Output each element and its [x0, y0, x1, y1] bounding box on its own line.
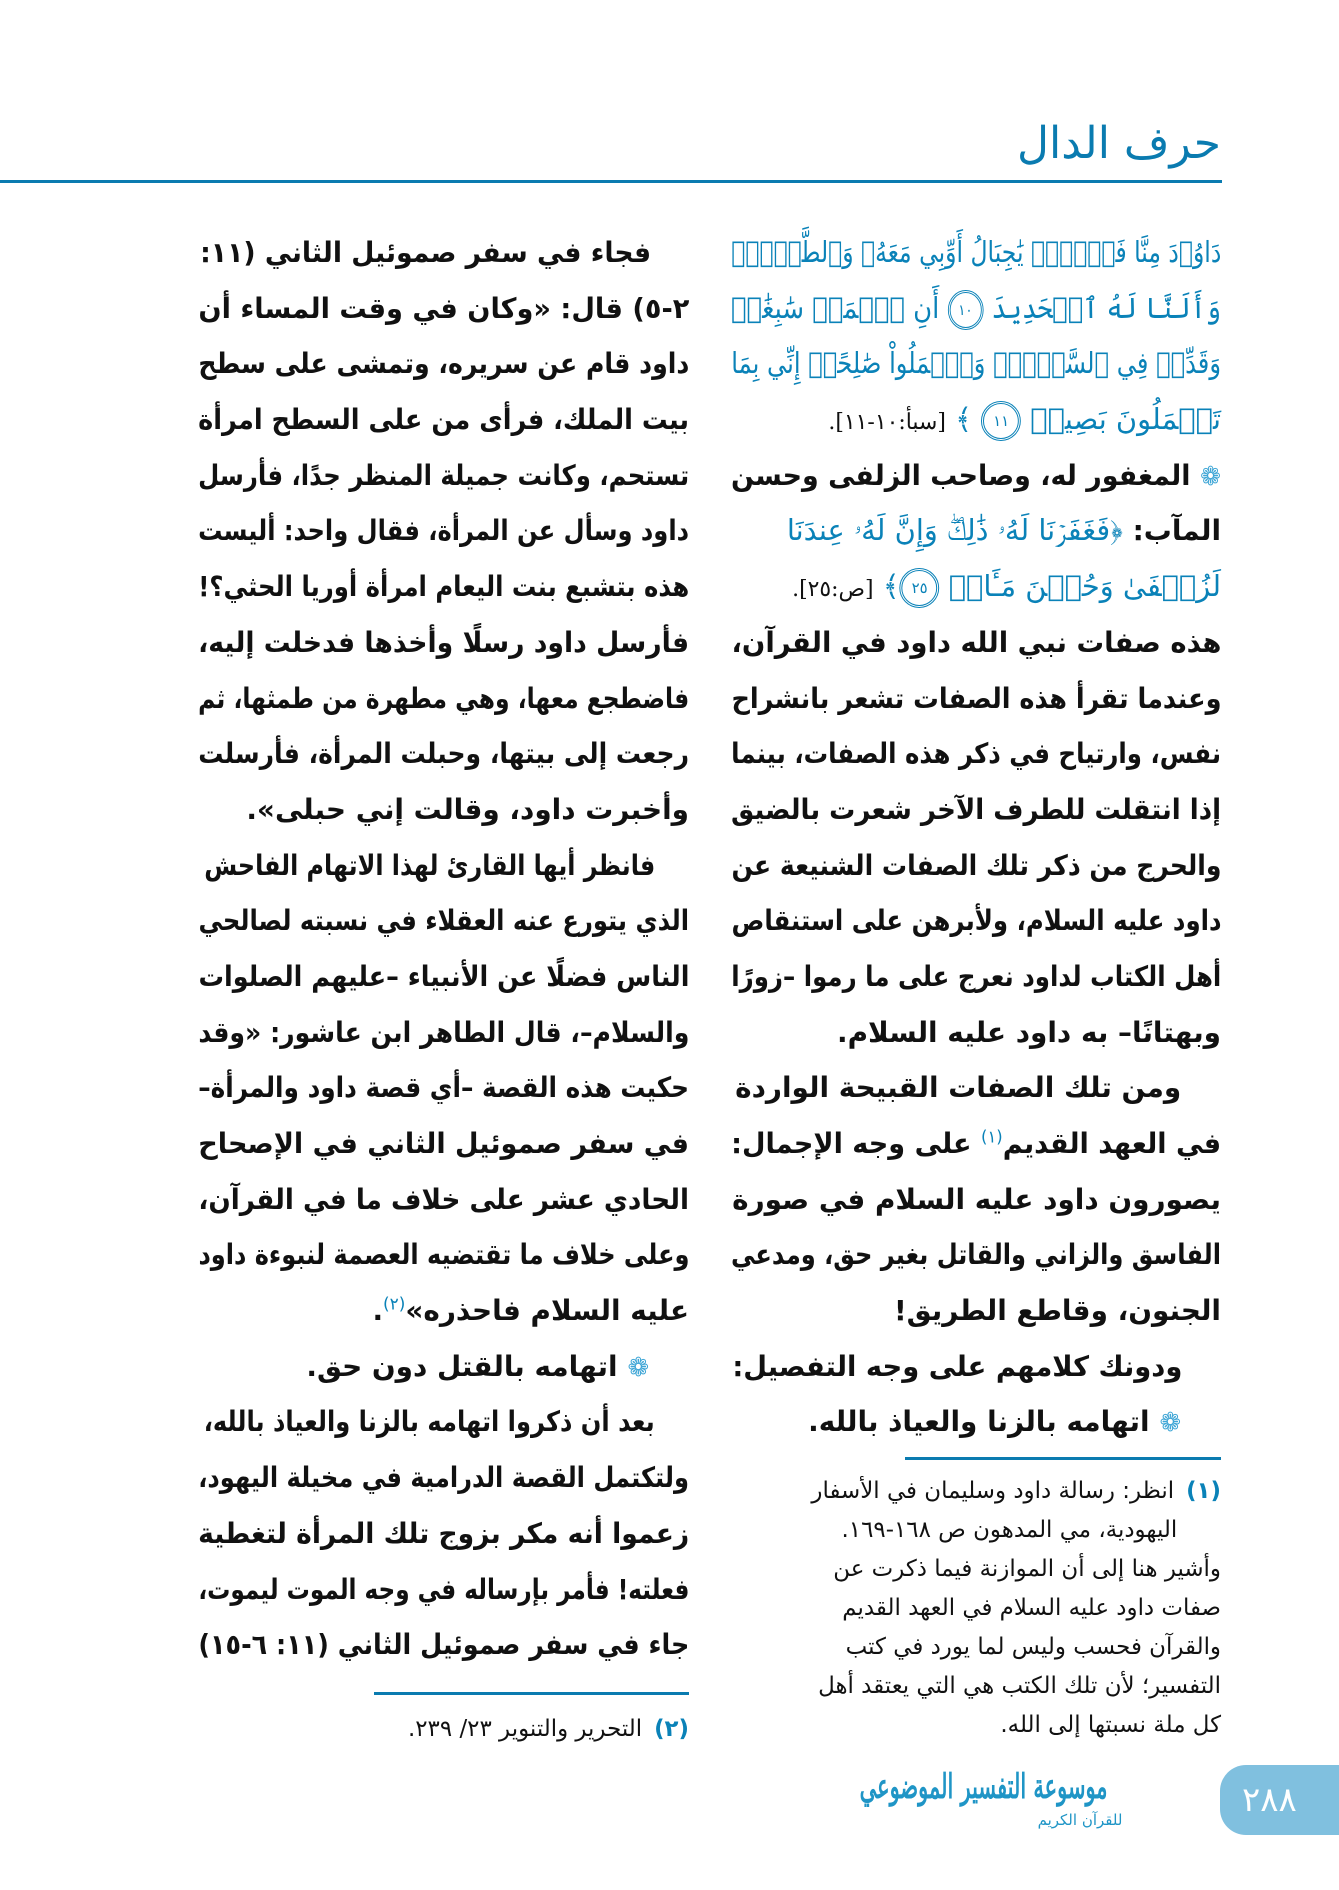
text-line	[693, 1339, 1221, 1395]
text-line	[198, 392, 689, 448]
text-line	[731, 448, 1221, 504]
line-text: في سفر صموئيل الثاني في الإصحاح	[198, 1127, 690, 1160]
text-line	[731, 1116, 1221, 1172]
line-text: الناس فضلًا عن الأنبياء –عليهم الصلوات	[198, 959, 689, 993]
line-text: وَأَلَنَّا لَهُ ٱلۡحَدِيدَ	[983, 290, 1221, 325]
verse-number-marker: ٢٥	[900, 568, 940, 608]
line-text: ٢-٥) قال: «وكان في وقت المساء أن	[197, 291, 689, 325]
text-line	[691, 1394, 1221, 1450]
footnote-divider-left	[374, 1692, 689, 1695]
text-line	[198, 1283, 689, 1339]
line-text: الذي يتورع عنه العقلاء في نسبته لصالحي	[198, 904, 689, 938]
text-line	[170, 838, 689, 894]
text-line	[731, 1005, 1221, 1061]
text-line	[198, 949, 689, 1005]
header-divider	[0, 180, 1222, 183]
line-text: الجنون، وقاطع الطريق!	[893, 1294, 1221, 1328]
text-line	[731, 559, 1221, 615]
footnote-line	[731, 1550, 1221, 1589]
line-text: إذا انتقلت للطرف الآخر شعرت بالضيق	[731, 792, 1221, 826]
line-text: .	[372, 1294, 384, 1328]
logo-title: موسوعة التفسير الموضوعي	[859, 1767, 1108, 1807]
line-text: داود قام عن سريره، وتمشى على سطح	[198, 347, 689, 381]
footnote-divider-right	[905, 1457, 1221, 1460]
text-line	[731, 336, 1221, 392]
line-text: أَنِ ٱعۡمَلۡ سَٰبِغَٰتٖ	[731, 290, 948, 325]
text-line	[731, 1227, 1221, 1283]
line-text: هذه بتشبع بنت اليعام امرأة أوريا الحثي؟!	[198, 570, 689, 604]
encyclopedia-logo	[859, 1765, 1185, 1829]
text-line	[198, 782, 689, 838]
line-text: وَقَدِّرۡ فِي ٱلسَّرۡدِۖ وَٱعۡمَلُواْ صَٰلِحًاۖ إِنِّي بِمَا	[731, 346, 1221, 381]
line-text: بعد أن ذكروا اتهامه بالزنا والعياذ بالله،	[203, 1405, 655, 1439]
text-line	[198, 615, 689, 671]
footnote-line	[687, 1511, 1221, 1550]
verse-number-marker: ١٠	[948, 290, 984, 330]
text-line	[158, 1339, 689, 1395]
line-text: تستحم، وكانت جميلة المنظر جدًا، فأرسل	[197, 458, 689, 492]
logo-subtitle: للقرآن الكريم	[1037, 1811, 1123, 1829]
line-text: وأخبرت داود، وقالت إني حبلى».	[246, 792, 689, 826]
line-text: والحرج من ذكر تلك الصفات الشنيعة عن	[731, 848, 1221, 882]
footnote-text: والقرآن فحسب وليس لما يورد في كتب	[845, 1634, 1221, 1660]
footnote-number: (٢)	[654, 1716, 689, 1742]
footnote-line	[731, 1589, 1221, 1628]
text-line	[198, 503, 689, 559]
text-line	[731, 281, 1221, 337]
text-line	[198, 448, 689, 504]
line-text: فعلته! فأمر بإرساله في وجه الموت ليموت،	[197, 1572, 689, 1606]
line-text: زعموا أنه مكر بزوج تلك المرأة لتغطية	[197, 1516, 689, 1550]
text-line	[162, 225, 689, 281]
footnote-text: التفسير؛ لأن تلك الكتب هي التي يعتقد أهل	[818, 1673, 1221, 1699]
footnote-left	[196, 1710, 689, 1749]
text-line	[731, 392, 1221, 448]
line-text: والسلام–، قال الطاهر ابن عاشور: «وقد	[197, 1015, 689, 1049]
line-text: ﴾	[945, 402, 982, 437]
text-line	[731, 726, 1221, 782]
text-line	[198, 1172, 689, 1228]
left-column	[196, 225, 689, 1673]
line-text: وعلى خلاف ما تقتضيه العصمة لنبوءة داود	[197, 1238, 689, 1272]
line-text: فانظر أيها القارئ لهذا الاتهام الفاحش	[204, 848, 655, 882]
text-line	[731, 503, 1221, 559]
quran-citation: [سبأ:١٠-١١].	[828, 410, 946, 436]
line-text: نفس، وارتياح في ذكر هذه الصفات، بينما	[731, 737, 1221, 771]
line-text: ومن تلك الصفات القبيحة الواردة	[735, 1071, 1182, 1105]
line-text: جاء في سفر صموئيل الثاني (١١: ٦-١٥)	[198, 1628, 689, 1662]
text-line	[198, 559, 689, 615]
text-line	[198, 726, 689, 782]
line-text: أهل الكتاب لداود نعرج على ما رموا –زورًا	[731, 959, 1221, 993]
text-line	[198, 1617, 689, 1673]
footnote-text: اليهودية، مي المدهون ص ١٦٨-١٦٩.	[841, 1517, 1178, 1543]
text-line	[731, 1172, 1221, 1228]
text-line	[198, 1506, 689, 1562]
line-text: لَزُلۡفَىٰ وَحُسۡنَ مَـَٔابٖ	[939, 569, 1221, 604]
footnote-text: التحرير والتنوير ٢٣/ ٢٣٩.	[407, 1716, 643, 1742]
line-text: المغفور له، وصاحب الزلفى وحسن	[731, 458, 1191, 492]
text-line	[731, 1283, 1221, 1339]
line-text: بيت الملك، فرأى من على السطح امرأة	[198, 403, 689, 437]
footnote-line	[731, 1667, 1221, 1706]
line-text: ولتكتمل القصة الدرامية في مخيلة اليهود،	[198, 1461, 689, 1495]
line-text: فاضطجع معها، وهي مطهرة من طمثها، ثم	[198, 681, 689, 715]
line-text: اتهامه بالقتل دون حق.	[306, 1349, 618, 1383]
text-line	[198, 1227, 689, 1283]
line-text: داود عليه السلام، ولأبرهن على استنقاص	[731, 904, 1221, 938]
quran-citation: [ص:٢٥].	[792, 577, 874, 603]
text-line	[731, 838, 1221, 894]
text-line	[731, 671, 1221, 727]
text-line	[198, 1005, 689, 1061]
footnote-text: صفات داود عليه السلام في العهد القديم	[842, 1595, 1221, 1621]
line-text: وعندما تقرأ هذه الصفات تشعر بانشراح	[730, 681, 1221, 715]
line-text: يصورون داود عليه السلام في صورة	[732, 1182, 1221, 1216]
line-text: على وجه الإجمال:	[730, 1127, 981, 1160]
line-text: فأرسل داود رسلًا وأخذها فدخلت إليه،	[198, 625, 689, 659]
footnote-line	[731, 1628, 1221, 1667]
text-line	[198, 1450, 689, 1506]
verse-number-marker: ١١	[981, 401, 1021, 441]
line-text: عليه السلام فاحذره»	[405, 1294, 689, 1328]
flower-bullet-icon: ❁	[1200, 461, 1221, 492]
page-number-badge: ٢٨٨	[1220, 1765, 1339, 1835]
text-line	[198, 281, 689, 337]
footnote-line	[731, 1706, 1221, 1745]
footnote-line	[731, 1472, 1221, 1511]
text-line	[731, 225, 1221, 281]
line-text: ودونك كلامهم على وجه التفصيل:	[731, 1349, 1182, 1383]
text-line	[198, 1562, 689, 1618]
footnote-text: انظر: رسالة داود وسليمان في الأسفار	[811, 1478, 1175, 1504]
text-line	[198, 1060, 689, 1116]
text-line	[731, 615, 1221, 671]
flower-bullet-icon: ❁	[1159, 1408, 1182, 1439]
quran-verse-text: ﴿فَغَفَرۡنَا لَهُۥ ذَٰلِكَۖ وَإِنَّ لَهُۥ عِندَنَا	[786, 513, 1123, 548]
footnote-reference: (١)	[980, 1127, 1003, 1148]
right-column	[729, 225, 1221, 1450]
footnote-number: (١)	[1186, 1478, 1221, 1504]
text-line	[731, 782, 1221, 838]
line-text: فجاء في سفر صموئيل الثاني (١١:	[199, 236, 651, 269]
text-line	[731, 949, 1221, 1005]
footnote-reference: (٢)	[383, 1294, 406, 1315]
line-text: هذه صفات نبي الله داود في القرآن،	[731, 625, 1221, 659]
text-line	[731, 893, 1221, 949]
line-text: المآب:	[1122, 514, 1221, 548]
line-text: الحادي عشر على خلاف ما في القرآن،	[198, 1182, 690, 1216]
line-text: اتهامه بالزنا والعياذ بالله.	[808, 1405, 1150, 1439]
text-line	[198, 1116, 689, 1172]
footnote-line	[198, 1710, 689, 1749]
line-text: حكيت هذه القصة –أي قصة داود والمرأة–	[198, 1071, 690, 1105]
chapter-title: حرف الدال	[1017, 118, 1221, 169]
text-line	[169, 1394, 689, 1450]
text-line	[198, 893, 689, 949]
flower-bullet-icon: ❁	[627, 1352, 650, 1383]
footnote-text: وأشير هنا إلى أن الموازنة فيما ذكرت عن	[833, 1556, 1221, 1582]
text-line	[691, 1060, 1221, 1116]
text-line	[198, 671, 689, 727]
line-text: رجعت إلى بيتها، وحبلت المرأة، فأرسلت	[198, 737, 689, 771]
line-text: وبهتانًا– به داود عليه السلام.	[836, 1015, 1221, 1049]
line-text: دَاوُۥدَ مِنَّا فَضۡلٗاۖ يَٰجِبَالُ أَوِّبِي مَعَهُۥ وَٱلطَّيۡرَۖ	[731, 235, 1221, 269]
line-text: تَعۡمَلُونَ بَصِيرٞ	[1021, 402, 1221, 437]
footnote-text: كل ملة نسبتها إلى الله.	[1000, 1712, 1221, 1738]
text-line	[198, 336, 689, 392]
line-text: ﴾	[873, 569, 900, 604]
line-text: في العهد القديم	[1002, 1127, 1221, 1160]
line-text: داود وسأل عن المرأة، فقال واحد: أليست	[198, 514, 690, 548]
line-text: الفاسق والزاني والقاتل بغير حق، ومدعي	[731, 1238, 1221, 1272]
footnote-right	[729, 1472, 1221, 1745]
